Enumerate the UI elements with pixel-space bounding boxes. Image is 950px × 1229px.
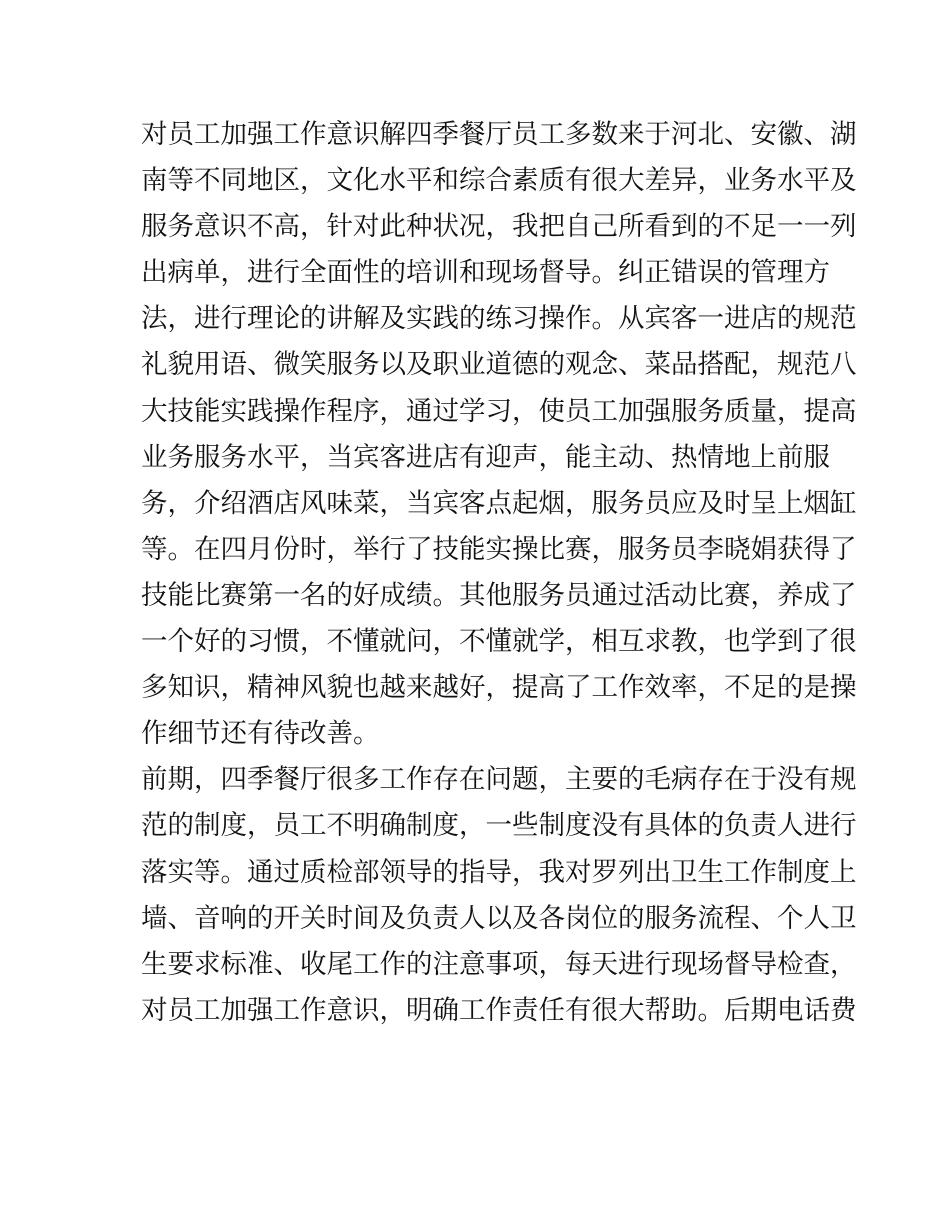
text-line: 对员工加强工作意识，明确工作责任有很大帮助。后期电话费 <box>141 994 857 1026</box>
text-line: 作细节还有待改善。 <box>141 718 380 750</box>
text-line: 落实等。通过质检部领导的指导，我对罗列出卫生工作制度上 <box>141 856 857 888</box>
text-line: 出病单，进行全面性的培训和现场督导。纠正错误的管理方 <box>141 257 830 289</box>
text-line: 生要求标准、收尾工作的注意事项，每天进行现场督导检查， <box>141 948 857 980</box>
text-line: 多知识，精神风貌也越来越好，提高了工作效率，不足的是操 <box>141 672 857 704</box>
text-line: 法，进行理论的讲解及实践的练习操作。从宾客一进店的规范 <box>141 303 857 335</box>
text-line: 前期，四季餐厅很多工作存在问题，主要的毛病存在于没有规 <box>141 764 857 796</box>
text-line: 等。在四月份时，举行了技能实操比赛，服务员李晓娟获得了 <box>141 533 857 565</box>
text-line: 大技能实践操作程序，通过学习，使员工加强服务质量，提高 <box>141 395 857 427</box>
text-line: 一个好的习惯，不懂就问，不懂就学，相互求教，也学到了很 <box>141 626 857 658</box>
text-line: 对员工加强工作意识解四季餐厅员工多数来于河北、安徽、湖 <box>141 119 857 150</box>
text-line: 南等不同地区，文化水平和综合素质有很大差异，业务水平及 <box>141 165 857 197</box>
text-line: 技能比赛第一名的好成绩。其他服务员通过活动比赛，养成了 <box>141 579 857 611</box>
text-line: 礼貌用语、微笑服务以及职业道德的观念、菜品搭配，规范八 <box>141 349 857 381</box>
text-line: 业务服务水平，当宾客进店有迎声，能主动、热情地上前服 <box>141 441 830 473</box>
text-line: 范的制度，员工不明确制度，一些制度没有具体的负责人进行 <box>141 810 857 842</box>
text-line: 墙、音响的开关时间及负责人以及各岗位的服务流程、个人卫 <box>141 902 857 934</box>
body-text <box>141 112 857 1034</box>
text-line: 务，介绍酒店风味菜，当宾客点起烟，服务员应及时呈上烟缸 <box>141 487 857 519</box>
text-line: 服务意识不高，针对此种状况，我把自己所看到的不足一一列 <box>141 211 857 243</box>
